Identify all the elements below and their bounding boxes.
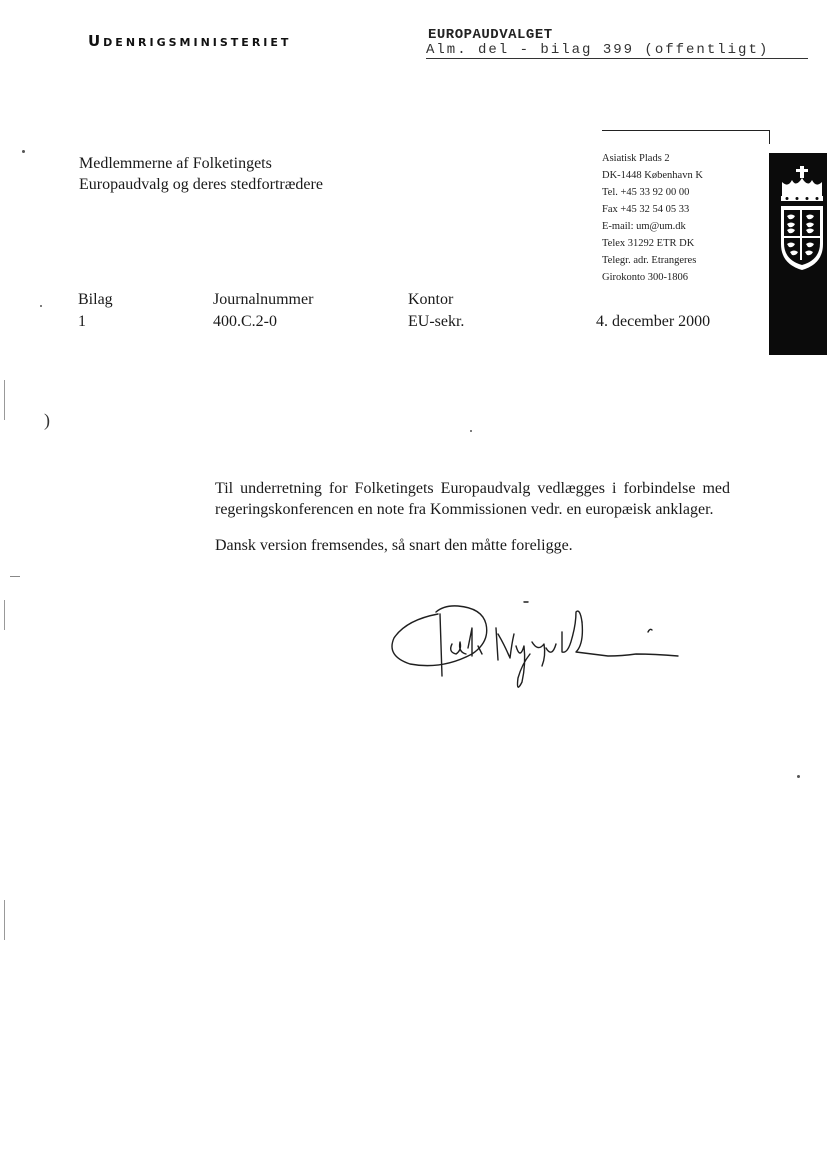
address-rule [602, 130, 770, 131]
letter-body [215, 478, 730, 571]
stamp-underline [426, 58, 808, 59]
ministry-logo [88, 32, 291, 50]
address-line: Telex 31292 ETR DK [602, 238, 695, 249]
recipient-line-1: Medlemmerne af Folketingets [79, 155, 272, 172]
address-line: Telegr. adr. Etrangeres [602, 255, 697, 266]
edge-mark [10, 576, 20, 577]
address-rule-tick [769, 130, 770, 144]
recipient-block [79, 153, 323, 195]
handwritten-signature [386, 594, 686, 704]
margin-bracket-mark: ) [44, 410, 50, 430]
kontor-value: EU-sekr. [408, 313, 465, 330]
address-line: Fax +45 32 54 05 33 [602, 204, 690, 215]
ministry-name: Udenrigsministeriet [88, 32, 292, 50]
journal-value: 400.C.2-0 [213, 313, 277, 330]
edge-mark [4, 380, 5, 420]
scan-speck [470, 430, 472, 432]
recipient-line-2: Europaudvalg og deres stedfortrædere [79, 176, 323, 193]
letter-date: 4. december 2000 [596, 313, 711, 330]
address-line: Girokonto 300-1806 [602, 272, 689, 283]
address-block [602, 150, 703, 286]
kontor-label: Kontor [408, 291, 454, 308]
address-line: DK-1448 København K [602, 170, 703, 181]
address-line: Tel. +45 33 92 00 00 [602, 187, 690, 198]
address-line: Asiatisk Plads 2 [602, 153, 670, 164]
scan-speck [797, 775, 800, 778]
stamp-subtitle: Alm. del - bilag 399 (offentligt) [426, 42, 770, 58]
bilag-label: Bilag [78, 291, 113, 308]
bilag-value: 1 [78, 313, 86, 330]
royal-crest-icon [778, 166, 826, 270]
edge-mark [4, 900, 5, 940]
scan-speck [22, 150, 25, 153]
journal-label: Journalnummer [213, 291, 314, 308]
stamp-title: EUROPAUDVALGET [428, 27, 553, 43]
body-paragraph-1: Til underretning for Folketingets Europaudvalg vedlægges i forbindelse med regeringskonferencen en note fra Kommissionen vedr. en europæisk anklager. [215, 480, 730, 518]
body-paragraph-2: Dansk version fremsendes, så snart den måtte foreligge. [215, 537, 573, 554]
edge-mark [4, 600, 5, 630]
scan-speck [40, 305, 42, 307]
address-line: E-mail: um@um.dk [602, 221, 686, 232]
